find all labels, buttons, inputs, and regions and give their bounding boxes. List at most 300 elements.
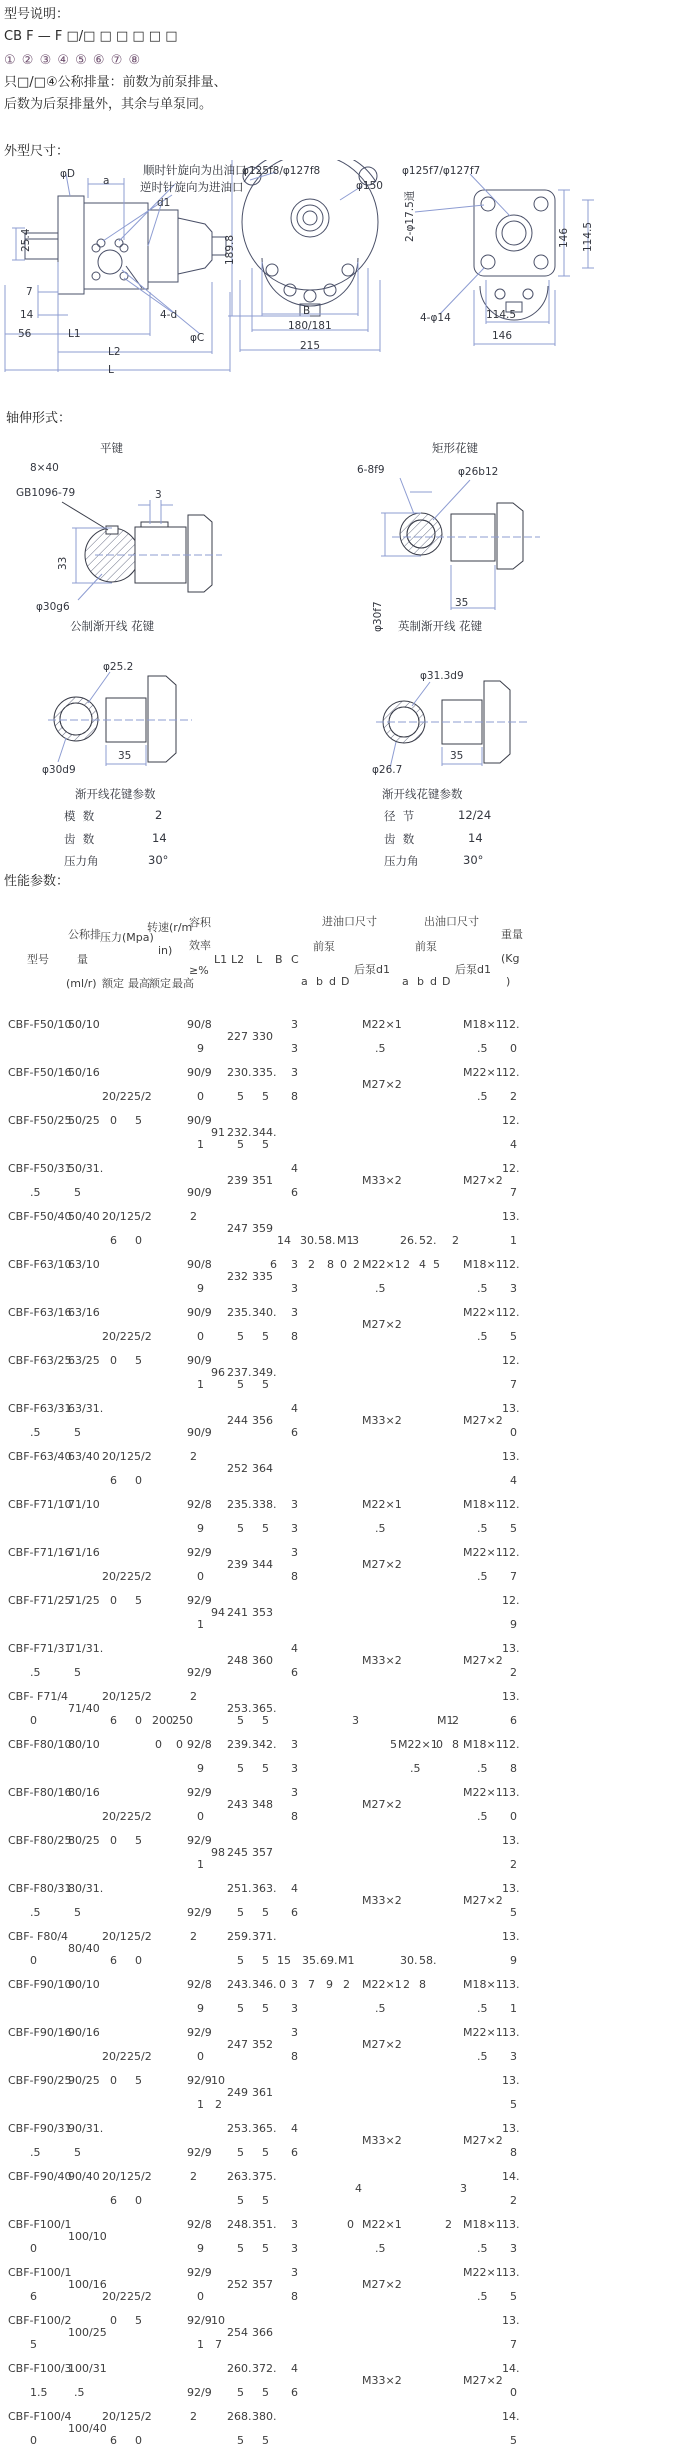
cell-token: 58. bbox=[318, 1234, 336, 1247]
cell-token: 92/8 bbox=[187, 1738, 212, 1751]
cell-token: 5 bbox=[262, 1954, 269, 1967]
cell-token: 52. bbox=[419, 1234, 437, 1247]
column-header: D bbox=[341, 975, 350, 988]
cell-token: .5 bbox=[477, 1810, 488, 1823]
cell-token: 1.5 bbox=[30, 2386, 48, 2399]
cell-token: 335. bbox=[252, 1066, 277, 1079]
column-header: 量 bbox=[77, 953, 88, 966]
cell-token: 30. bbox=[400, 1954, 418, 1967]
cell-token: 0 bbox=[110, 1594, 117, 1607]
cell-token: 90/9 bbox=[187, 1306, 212, 1319]
cell-token: 6 bbox=[291, 1906, 298, 1919]
cell-token: 90/9 bbox=[187, 1426, 212, 1439]
cell-token: 92/9 bbox=[187, 1666, 212, 1679]
cell-token: CBF-F50/25 bbox=[8, 1114, 72, 1127]
cell-token: 7 bbox=[215, 2338, 222, 2351]
cell-token: 2 bbox=[190, 1210, 197, 1223]
cell-token: 348 bbox=[252, 1798, 273, 1811]
cell-token: 25/2 bbox=[127, 2410, 152, 2423]
cell-token: 100/40 bbox=[68, 2422, 107, 2435]
cell-token: 245 bbox=[227, 1846, 248, 1859]
cell-token: 0 bbox=[135, 1474, 142, 1487]
cell-token: 8 bbox=[510, 2146, 517, 2159]
column-header: B bbox=[275, 953, 283, 966]
column-header: 转速(r/m bbox=[147, 921, 193, 934]
cell-token: 13. bbox=[502, 1930, 520, 1943]
cell-token: 90/9 bbox=[187, 1186, 212, 1199]
cell-token: 359 bbox=[252, 1222, 273, 1235]
cell-token: 63/40 bbox=[68, 1450, 100, 1463]
cell-token: CBF-F90/16 bbox=[8, 2026, 72, 2039]
cell-token: 80/10 bbox=[68, 1738, 100, 1751]
cell-token: CBF-F100/4 bbox=[8, 2410, 72, 2423]
cell-token: M27×2 bbox=[463, 2374, 503, 2387]
cell-token: M27×2 bbox=[463, 1174, 503, 1187]
cell-token: M33×2 bbox=[362, 1414, 402, 1427]
cell-token: 12. bbox=[502, 1306, 520, 1319]
param-value: 12/24 bbox=[458, 808, 492, 822]
cell-token: 20/1 bbox=[102, 1690, 127, 1703]
dim-label: B bbox=[303, 305, 311, 317]
cell-token: 4 bbox=[291, 1642, 298, 1655]
cell-token: 0 bbox=[510, 1426, 517, 1439]
cell-token: CBF-F80/16 bbox=[8, 1786, 72, 1799]
cell-token: 3 bbox=[291, 1546, 298, 1559]
cell-token: 3 bbox=[291, 2002, 298, 2015]
cell-token: 2 bbox=[308, 1258, 315, 1271]
cell-token: 5 bbox=[262, 2194, 269, 2207]
cell-token: 227 bbox=[227, 1030, 248, 1043]
cell-token: 5 bbox=[74, 1906, 81, 1919]
cell-token: 253. bbox=[227, 1702, 252, 1715]
cell-token: M27×2 bbox=[463, 1654, 503, 1667]
cell-token: 5 bbox=[237, 2146, 244, 2159]
cell-token: .5 bbox=[477, 2050, 488, 2063]
cell-token: 2 bbox=[343, 1978, 350, 1991]
cell-token: 5 bbox=[135, 1354, 142, 1367]
cell-token: 5 bbox=[510, 2434, 517, 2447]
cell-token: 5 bbox=[74, 2146, 81, 2159]
cell-token: 12. bbox=[502, 1258, 520, 1271]
dim-label: d1 bbox=[157, 197, 171, 209]
cell-token: .5 bbox=[477, 1762, 488, 1775]
column-header: L2 bbox=[231, 953, 245, 966]
column-header: 型号 bbox=[27, 953, 49, 966]
cell-token: 3 bbox=[291, 1066, 298, 1079]
cell-token: 5 bbox=[262, 1330, 269, 1343]
cell-token: 3 bbox=[352, 1234, 359, 1247]
cell-token: .5 bbox=[30, 1186, 41, 1199]
cell-token: 232 bbox=[227, 1270, 248, 1283]
column-header: 重量 bbox=[501, 928, 523, 941]
cell-token: 3 bbox=[291, 2026, 298, 2039]
cell-token: 8 bbox=[291, 1810, 298, 1823]
cell-token: 260. bbox=[227, 2362, 252, 2375]
cell-token: 9 bbox=[197, 1042, 204, 1055]
cell-token: 20/1 bbox=[102, 2170, 127, 2183]
cell-token: CBF-F100/2 bbox=[8, 2314, 72, 2327]
cell-token: .5 bbox=[477, 1090, 488, 1103]
cell-token: 7 bbox=[510, 1378, 517, 1391]
cell-token: CBF-F100/3 bbox=[8, 2362, 72, 2375]
cell-token: 338. bbox=[252, 1498, 277, 1511]
cell-token: M18×1 bbox=[463, 1258, 503, 1271]
cell-token: 5 bbox=[262, 1906, 269, 1919]
param-key: 压力角 bbox=[64, 854, 99, 868]
cell-token: 14 bbox=[277, 1234, 291, 1247]
cell-token: 5 bbox=[237, 2194, 244, 2207]
dim-label: φ30d9 bbox=[42, 764, 76, 776]
cell-token: 247 bbox=[227, 1222, 248, 1235]
cell-token: 3 bbox=[352, 1714, 359, 1727]
column-header: 后泵d1 bbox=[354, 963, 390, 976]
cell-token: 2 bbox=[445, 2218, 452, 2231]
cell-token: 5 bbox=[237, 1906, 244, 1919]
cell-token: .5 bbox=[410, 1762, 421, 1775]
cell-token: 7 bbox=[510, 1570, 517, 1583]
column-header: L1 bbox=[214, 953, 228, 966]
param-key: 压力角 bbox=[384, 854, 419, 868]
cell-token: 9 bbox=[197, 1522, 204, 1535]
cell-token: 100/16 bbox=[68, 2278, 107, 2291]
cell-token: 25/2 bbox=[127, 1210, 152, 1223]
cell-token: 20/2 bbox=[102, 2290, 127, 2303]
cell-token: 13. bbox=[502, 1210, 520, 1223]
cell-token: 237. bbox=[227, 1366, 252, 1379]
column-header: 前泵 bbox=[415, 940, 437, 953]
cell-token: 252 bbox=[227, 1462, 248, 1475]
cell-token: 263. bbox=[227, 2170, 252, 2183]
cell-token: 12. bbox=[502, 1354, 520, 1367]
cell-token: 351. bbox=[252, 2218, 277, 2231]
cell-token: CBF-F80/25 bbox=[8, 1834, 72, 1847]
cell-token: .5 bbox=[477, 1282, 488, 1295]
cell-token: 247 bbox=[227, 2038, 248, 2051]
cell-token: 25/2 bbox=[127, 2050, 152, 2063]
cell-token: 9 bbox=[197, 2002, 204, 2015]
model-note-line2: 后数为后泵排量外，其余与单泵同。 bbox=[4, 97, 213, 112]
cell-token: 20/2 bbox=[102, 1810, 127, 1823]
cell-token: 254 bbox=[227, 2326, 248, 2339]
dim-label: 6-8f9 bbox=[357, 464, 385, 476]
cell-token: 356 bbox=[252, 1414, 273, 1427]
cell-token: 0 bbox=[155, 1738, 162, 1751]
cell-token: 13. bbox=[502, 2266, 520, 2279]
cell-token: CBF-F63/25 bbox=[8, 1354, 72, 1367]
cell-token: 91 bbox=[211, 1126, 225, 1139]
cell-token: CBF-F90/40 bbox=[8, 2170, 72, 2183]
column-header: b bbox=[417, 975, 424, 988]
cell-token: 0 bbox=[197, 1570, 204, 1583]
cell-token: 5 bbox=[262, 1090, 269, 1103]
cell-token: M18×1 bbox=[463, 1738, 503, 1751]
cell-token: 50/40 bbox=[68, 1210, 100, 1223]
cell-token: .5 bbox=[30, 1666, 41, 1679]
cell-token: 7 bbox=[510, 2338, 517, 2351]
cell-token: M1 bbox=[337, 1234, 354, 1247]
cell-token: 5 bbox=[135, 2074, 142, 2087]
cell-token: 235. bbox=[227, 1498, 252, 1511]
cell-token: 2 bbox=[403, 1258, 410, 1271]
cell-token: 360 bbox=[252, 1654, 273, 1667]
dim-label: 114.5 bbox=[486, 309, 517, 321]
cell-token: 0 bbox=[135, 1234, 142, 1247]
cell-token: 3 bbox=[510, 2242, 517, 2255]
cell-token: 268. bbox=[227, 2410, 252, 2423]
column-header: ) bbox=[506, 975, 511, 988]
param-key: 齿 数 bbox=[384, 832, 415, 846]
cell-token: 3 bbox=[291, 2218, 298, 2231]
cell-token: 14. bbox=[502, 2170, 520, 2183]
cell-token: 13. bbox=[502, 1402, 520, 1415]
cell-token: 80/31. bbox=[68, 1882, 104, 1895]
cell-token: 335 bbox=[252, 1270, 273, 1283]
cell-token: 372. bbox=[252, 2362, 277, 2375]
dim-label: 35 bbox=[118, 750, 132, 762]
cell-token: 6 bbox=[291, 1666, 298, 1679]
cell-token: 63/10 bbox=[68, 1258, 100, 1271]
cell-token: 232. bbox=[227, 1126, 252, 1139]
cell-token: 20/2 bbox=[102, 1330, 127, 1343]
cell-token: 50/31. bbox=[68, 1162, 104, 1175]
cell-token: 0 bbox=[197, 2290, 204, 2303]
cell-token: 5 bbox=[433, 1258, 440, 1271]
cell-token: CBF-F63/40 bbox=[8, 1450, 72, 1463]
cell-token: 0 bbox=[340, 1258, 347, 1271]
flat-key-drawing bbox=[62, 500, 222, 600]
cell-token: 8 bbox=[452, 1738, 459, 1751]
cell-token: M27×2 bbox=[463, 2134, 503, 2147]
cell-token: 92/8 bbox=[187, 2218, 212, 2231]
cell-token: 4 bbox=[355, 2182, 362, 2195]
cell-token: 90/10 bbox=[68, 1978, 100, 1991]
cell-token: 2 bbox=[190, 1930, 197, 1943]
cell-token: 357 bbox=[252, 1846, 273, 1859]
column-header: 后泵d1 bbox=[455, 963, 491, 976]
cell-token: 5 bbox=[510, 1906, 517, 1919]
cell-token: CBF-F90/25 bbox=[8, 2074, 72, 2087]
cell-token: 4 bbox=[419, 1258, 426, 1271]
cell-token: 1 bbox=[197, 1378, 204, 1391]
cell-token: 5 bbox=[510, 2098, 517, 2111]
cell-token: 6 bbox=[510, 1714, 517, 1727]
shaft-drawings bbox=[0, 440, 693, 790]
cell-token: 80/16 bbox=[68, 1786, 100, 1799]
dim-label: φ26.7 bbox=[372, 764, 403, 776]
cell-token: 0 bbox=[510, 1042, 517, 1055]
cell-token: CBF-F50/10 bbox=[8, 1018, 72, 1031]
cell-token: 5 bbox=[135, 2314, 142, 2327]
cell-token: 4 bbox=[291, 2122, 298, 2135]
cell-token: 92/8 bbox=[187, 1978, 212, 1991]
dim-label: φ26b12 bbox=[458, 466, 499, 478]
involute-params-left-title: 渐开线花键参数 bbox=[75, 787, 156, 801]
cell-token: M1 bbox=[338, 1954, 355, 1967]
dim-label: φ31.3d9 bbox=[420, 670, 464, 682]
cell-token: 7 bbox=[308, 1978, 315, 1991]
column-header: a bbox=[402, 975, 409, 988]
cell-token: 13. bbox=[502, 1834, 520, 1847]
cell-token: 2 bbox=[190, 2410, 197, 2423]
dim-label: φ150 bbox=[356, 180, 383, 192]
cell-token: M18×1 bbox=[463, 1498, 503, 1511]
cell-token: 3 bbox=[291, 1498, 298, 1511]
cell-token: 3 bbox=[510, 1282, 517, 1295]
param-value: 14 bbox=[468, 831, 483, 845]
cell-token: M33×2 bbox=[362, 2374, 402, 2387]
cell-token: 71/16 bbox=[68, 1546, 100, 1559]
cell-token: 10 bbox=[211, 2314, 225, 2327]
column-header: 进油口尺寸 bbox=[322, 915, 377, 928]
cell-token: 25/2 bbox=[127, 1690, 152, 1703]
column-header: C bbox=[291, 953, 299, 966]
cell-token: 20/1 bbox=[102, 1930, 127, 1943]
dim-label: φD bbox=[60, 168, 76, 180]
cell-token: 353 bbox=[252, 1606, 273, 1619]
cell-token: .5 bbox=[477, 2242, 488, 2255]
cell-token: 92/9 bbox=[187, 2146, 212, 2159]
column-header: (Kg bbox=[501, 952, 520, 965]
cell-token: 92/9 bbox=[187, 2266, 212, 2279]
cell-token: 5 bbox=[262, 1762, 269, 1775]
cell-token: 25/2 bbox=[127, 1330, 152, 1343]
cell-token: 94 bbox=[211, 1606, 225, 1619]
cell-token: 20/2 bbox=[102, 1090, 127, 1103]
cell-token: 2 bbox=[510, 2194, 517, 2207]
cell-token: 5 bbox=[390, 1738, 397, 1751]
cell-token: 15 bbox=[277, 1954, 291, 1967]
cell-token: 365. bbox=[252, 1702, 277, 1715]
cell-token: 90/9 bbox=[187, 1114, 212, 1127]
cell-token: CBF-F90/31 bbox=[8, 2122, 72, 2135]
cell-token: 365. bbox=[252, 2122, 277, 2135]
cell-token: 20/2 bbox=[102, 2050, 127, 2063]
cell-token: M22×1 bbox=[463, 1786, 503, 1799]
cell-token: .5 bbox=[477, 1570, 488, 1583]
cell-token: 8 bbox=[419, 1978, 426, 1991]
cell-token: .5 bbox=[477, 1330, 488, 1343]
dim-label: a bbox=[103, 175, 110, 187]
column-header: 容积 bbox=[189, 916, 211, 929]
outline-section-title: 外型尺寸： bbox=[4, 144, 70, 159]
cell-token: 80/25 bbox=[68, 1834, 100, 1847]
cell-token: 230. bbox=[227, 1066, 252, 1079]
cell-token: 90/9 bbox=[187, 1066, 212, 1079]
dim-label: 35 bbox=[450, 750, 464, 762]
cell-token: 344 bbox=[252, 1558, 273, 1571]
cell-token: 90/9 bbox=[187, 1354, 212, 1367]
cell-token: 6 bbox=[110, 2434, 117, 2447]
cell-token: 349. bbox=[252, 1366, 277, 1379]
column-header: b bbox=[316, 975, 323, 988]
cell-token: 352 bbox=[252, 2038, 273, 2051]
cell-token: 6 bbox=[30, 2290, 37, 2303]
column-header: 最高 bbox=[128, 977, 150, 990]
cell-token: 5 bbox=[237, 1330, 244, 1343]
cell-token: 0 bbox=[110, 1834, 117, 1847]
dim-label: 114.5 bbox=[582, 221, 594, 252]
cell-token: 25/2 bbox=[127, 1090, 152, 1103]
cell-token: 9 bbox=[326, 1978, 333, 1991]
cell-token: 92/9 bbox=[187, 1546, 212, 1559]
cell-token: 241 bbox=[227, 1606, 248, 1619]
cell-token: CBF-F63/10 bbox=[8, 1258, 72, 1271]
cell-token: 2 bbox=[510, 1090, 517, 1103]
cell-token: 200 bbox=[152, 1714, 173, 1727]
cell-token: 346. bbox=[252, 1978, 277, 1991]
dim-label: 146 bbox=[558, 227, 570, 248]
cell-token: CBF-F71/25 bbox=[8, 1594, 72, 1607]
cell-token: 25/2 bbox=[127, 1570, 152, 1583]
cell-token: 0 bbox=[135, 2194, 142, 2207]
cell-token: M22×1 bbox=[463, 1066, 503, 1079]
cell-token: 371. bbox=[252, 1930, 277, 1943]
cell-token: 20/2 bbox=[102, 1570, 127, 1583]
cell-token: CBF-F90/10 bbox=[8, 1978, 72, 1991]
cell-token: M33×2 bbox=[362, 1894, 402, 1907]
cell-token: 380. bbox=[252, 2410, 277, 2423]
cell-token: 80/40 bbox=[68, 1942, 100, 1955]
model-explanation-title: 型号说明： bbox=[4, 7, 70, 22]
cell-token: 0 bbox=[135, 2434, 142, 2447]
cell-token: 92/9 bbox=[187, 2026, 212, 2039]
cell-token: 58. bbox=[419, 1954, 437, 1967]
cell-token: .5 bbox=[375, 1042, 386, 1055]
cell-token: M22×1 bbox=[362, 1018, 402, 1031]
cell-token: 366 bbox=[252, 2326, 273, 2339]
cell-token: M27×2 bbox=[362, 1798, 402, 1811]
cell-token: 4 bbox=[291, 2362, 298, 2375]
dim-label: 146 bbox=[492, 330, 513, 342]
cell-token: 250 bbox=[172, 1714, 193, 1727]
cell-token: CBF-F100/1 bbox=[8, 2266, 72, 2279]
cell-token: M33×2 bbox=[362, 1654, 402, 1667]
cell-token: 5 bbox=[135, 1834, 142, 1847]
cell-token: CBF-F71/10 bbox=[8, 1498, 72, 1511]
cell-token: 5 bbox=[237, 2386, 244, 2399]
cell-token: 0 bbox=[110, 2314, 117, 2327]
cell-token: 63/25 bbox=[68, 1354, 100, 1367]
column-header: 最高 bbox=[172, 977, 194, 990]
cell-token: 90/8 bbox=[187, 1018, 212, 1031]
cell-token: CBF-F63/16 bbox=[8, 1306, 72, 1319]
cell-token: 2 bbox=[190, 1450, 197, 1463]
cell-token: 92/9 bbox=[187, 2386, 212, 2399]
dim-label: 3 bbox=[155, 489, 162, 501]
cell-token: 5 bbox=[510, 2290, 517, 2303]
cell-token: .5 bbox=[375, 1282, 386, 1295]
cell-token: 375. bbox=[252, 2170, 277, 2183]
cell-token: .5 bbox=[375, 2242, 386, 2255]
cell-token: 9 bbox=[510, 1618, 517, 1631]
cell-token: .5 bbox=[30, 2146, 41, 2159]
cell-token: 5 bbox=[135, 1114, 142, 1127]
cell-token: 4 bbox=[510, 1474, 517, 1487]
column-header: (ml/r) bbox=[66, 977, 97, 990]
cell-token: M18×1 bbox=[463, 1978, 503, 1991]
cell-token: M22×1 bbox=[362, 1258, 402, 1271]
cell-token: 6 bbox=[110, 1234, 117, 1247]
cell-token: CBF- F80/4 bbox=[8, 1930, 69, 1943]
column-header: 额定 bbox=[149, 977, 171, 990]
cell-token: 1 bbox=[197, 1138, 204, 1151]
cell-token: 20/1 bbox=[102, 2410, 127, 2423]
cell-token: 248 bbox=[227, 1654, 248, 1667]
cell-token: 8 bbox=[291, 2290, 298, 2303]
column-header: 额定 bbox=[102, 977, 124, 990]
cell-token: 5 bbox=[237, 1954, 244, 1967]
cell-token: 35. bbox=[302, 1954, 320, 1967]
